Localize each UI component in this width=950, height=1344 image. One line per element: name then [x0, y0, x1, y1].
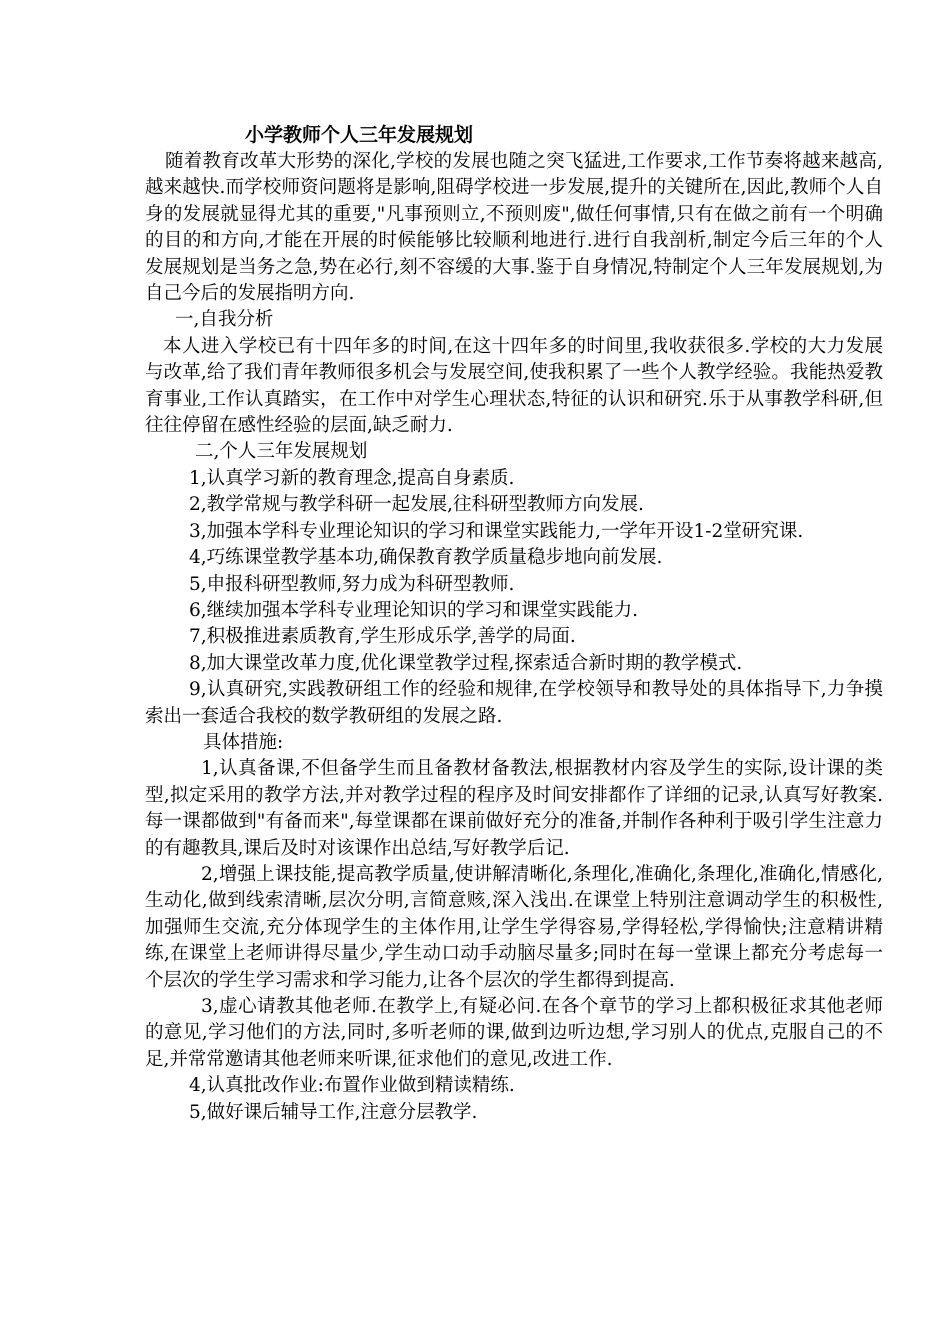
plan-item: 5,申报科研型教师,努力成为科研型教师. [189, 573, 515, 595]
measure-item: 3,虚心请教其他老师.在教学上,有疑必问.在各个章节的学习上都积极征求其他老师的意见,学习他们的方法,同时,多听老师的课,做到边听边想,学习别人的优点,克服自己的不足,并常常邀请其他老师来听课,征求他们的意见,改进工作. [145, 996, 883, 1070]
plan-item: 7,积极推进素质教育,学生形成乐学,善学的局面. [189, 626, 576, 648]
intro-paragraph: 随着教育改革大形势的深化,学校的发展也随之突飞猛进,工作要求,工作节奏将越来越高,越来越快.而学校师资问题将是影响,阻碍学校进一步发展,提升的关键所在,因此,教师个人自身的发展就显得尤其的重要,"凡事预则立,不预则废",做任何事情,只有在做之前有一个明确的目的和方向,才能在开展的时候能够比较顺利地进行.进行自我剖析,制定今后三年的个人发展规划是当务之急,势在必行,刻不容缓的大事.鉴于自身情况,特制定个人三年发展规划,为自己今后的发展指明方向. [145, 151, 883, 305]
section-heading-three-year-plan: 二,个人三年发展规划 [195, 441, 368, 463]
plan-item: 1,认真学习新的教育理念,提高自身素质. [189, 467, 515, 489]
plan-item: 6,继续加强本学科专业理论知识的学习和课堂实践能力. [189, 599, 639, 621]
measure-item: 1,认真备课,不但备学生而且备教材备教法,根据教材内容及学生的实际,设计课的类型,拟定采用的教学方法,并对教学过程的程序及时间安排都作了详细的记录,认真写好教案.每一课都做到"有备而来",每堂课都在课前做好充分的准备,并制作各种利于吸引学生注意力的有趣教具,课后及时对该课作出总结,写好教学后记. [145, 758, 883, 859]
plan-item: 9,认真研究,实践教研组工作的经验和规律,在学校领导和教导处的具体指导下,力争摸索出一套适合我校的数学教研组的发展之路. [145, 679, 883, 727]
measure-item: 4,认真批改作业:布置作业做到精读精练. [189, 1075, 515, 1097]
plan-item: 2,教学常规与教学科研一起发展,往科研型教师方向发展. [189, 494, 644, 516]
document-page [145, 122, 883, 1126]
measures-heading: 具体措施: [203, 731, 284, 753]
document-title: 小学教师个人三年发展规划 [245, 124, 474, 146]
self-analysis-paragraph: 本人进入学校已有十四年多的时间,在这十四年多的时间里,我收获很多.学校的大力发展与改革,给了我们青年教师很多机会与发展空间,使我积累了一些个人教学经验。我能热爱教育事业,工作认真踏实，在工作中对学生心理状态,特征的认识和研究.乐于从事教学科研,但往往停留在感性经验的层面,缺乏耐力. [145, 335, 883, 437]
plan-item: 3,加强本学科专业理论知识的学习和课堂实践能力,一学年开设1-2堂研究课. [189, 520, 804, 542]
measure-item: 5,做好课后辅导工作,注意分层教学. [189, 1101, 478, 1123]
plan-item: 8,加大课堂改革力度,优化课堂教学过程,探索适合新时期的教学模式. [189, 652, 743, 674]
plan-item: 4,巧练课堂教学基本功,确保教育教学质量稳步地向前发展. [189, 547, 663, 569]
measure-item: 2,增强上课技能,提高教学质量,使讲解清晰化,条理化,准确化,条理化,准确化,情感化,生动化,做到线索清晰,层次分明,言简意赅,深入浅出.在课堂上特别注意调动学生的积极性,加强师生交流,充分体现学生的主体作用,让学生学得容易,学得轻松,学得愉快;注意精讲精练,在课堂上老师讲得尽量少,学生动口动手动脑尽量多;同时在每一堂课上都充分考虑每一个层次的学生学习需求和学习能力,让各个层次的学生都得到提高. [145, 863, 883, 991]
section-heading-self-analysis: 一,自我分析 [175, 309, 274, 331]
